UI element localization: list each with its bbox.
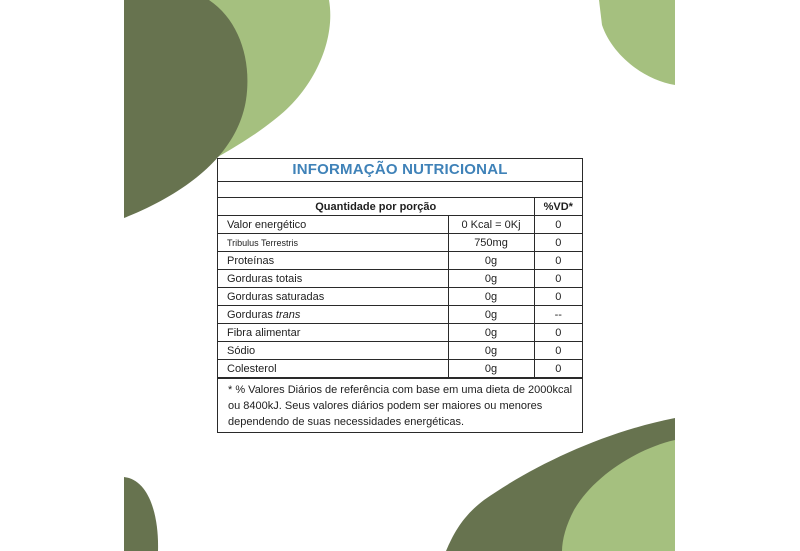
blank-row [218,182,582,198]
nutrient-amount: 0g [448,306,534,324]
nutrient-vd: 0 [534,360,582,378]
nutrient-vd: -- [534,306,582,324]
vd-header: %VD* [534,198,582,216]
nutrient-vd: 0 [534,324,582,342]
nutrient-amount: 0g [448,252,534,270]
nutrient-amount: 0g [448,360,534,378]
nutrient-vd: 0 [534,216,582,234]
nutrient-amount: 750mg [448,234,534,252]
nutrient-amount: 0g [448,270,534,288]
bottom-left-dark-blob [124,477,158,551]
nutrient-vd: 0 [534,270,582,288]
top-right-light-blob [599,0,675,85]
nutrient-amount: 0g [448,324,534,342]
nutrition-title: INFORMAÇÃO NUTRICIONAL [218,159,582,182]
nutrient-name: Fibra alimentar [218,324,448,342]
nutrient-name: Gorduras totais [218,270,448,288]
nutrient-vd: 0 [534,288,582,306]
table-row [218,360,582,378]
table-row [218,288,582,306]
table-row [218,234,582,252]
nutrition-facts-label [217,158,583,433]
nutrient-vd: 0 [534,342,582,360]
nutrient-name: Gorduras saturadas [218,288,448,306]
nutrient-name: Proteínas [218,252,448,270]
nutrient-amount: 0g [448,342,534,360]
table-row [218,252,582,270]
table-row [218,270,582,288]
table-row [218,342,582,360]
table-row [218,216,582,234]
nutrient-amount: 0 Kcal = 0Kj [448,216,534,234]
nutrient-vd: 0 [534,252,582,270]
nutrition-table [218,198,582,378]
nutrient-name: Gorduras trans [218,306,448,324]
quantity-header: Quantidade por porção [218,198,534,216]
nutrient-name: Tribulus Terrestris [218,234,448,252]
table-row [218,324,582,342]
nutrient-vd: 0 [534,234,582,252]
nutrient-name: Valor energético [218,216,448,234]
table-header-row [218,198,582,216]
nutrient-name: Sódio [218,342,448,360]
nutrient-amount: 0g [448,288,534,306]
table-row [218,306,582,324]
nutrient-name: Colesterol [218,360,448,378]
footnote: * % Valores Diários de referência com base em uma dieta de 2000kcal ou 8400kJ. Seus valores diários podem ser maiores ou menores dependendo de suas necessidades energéticas. [218,378,582,432]
